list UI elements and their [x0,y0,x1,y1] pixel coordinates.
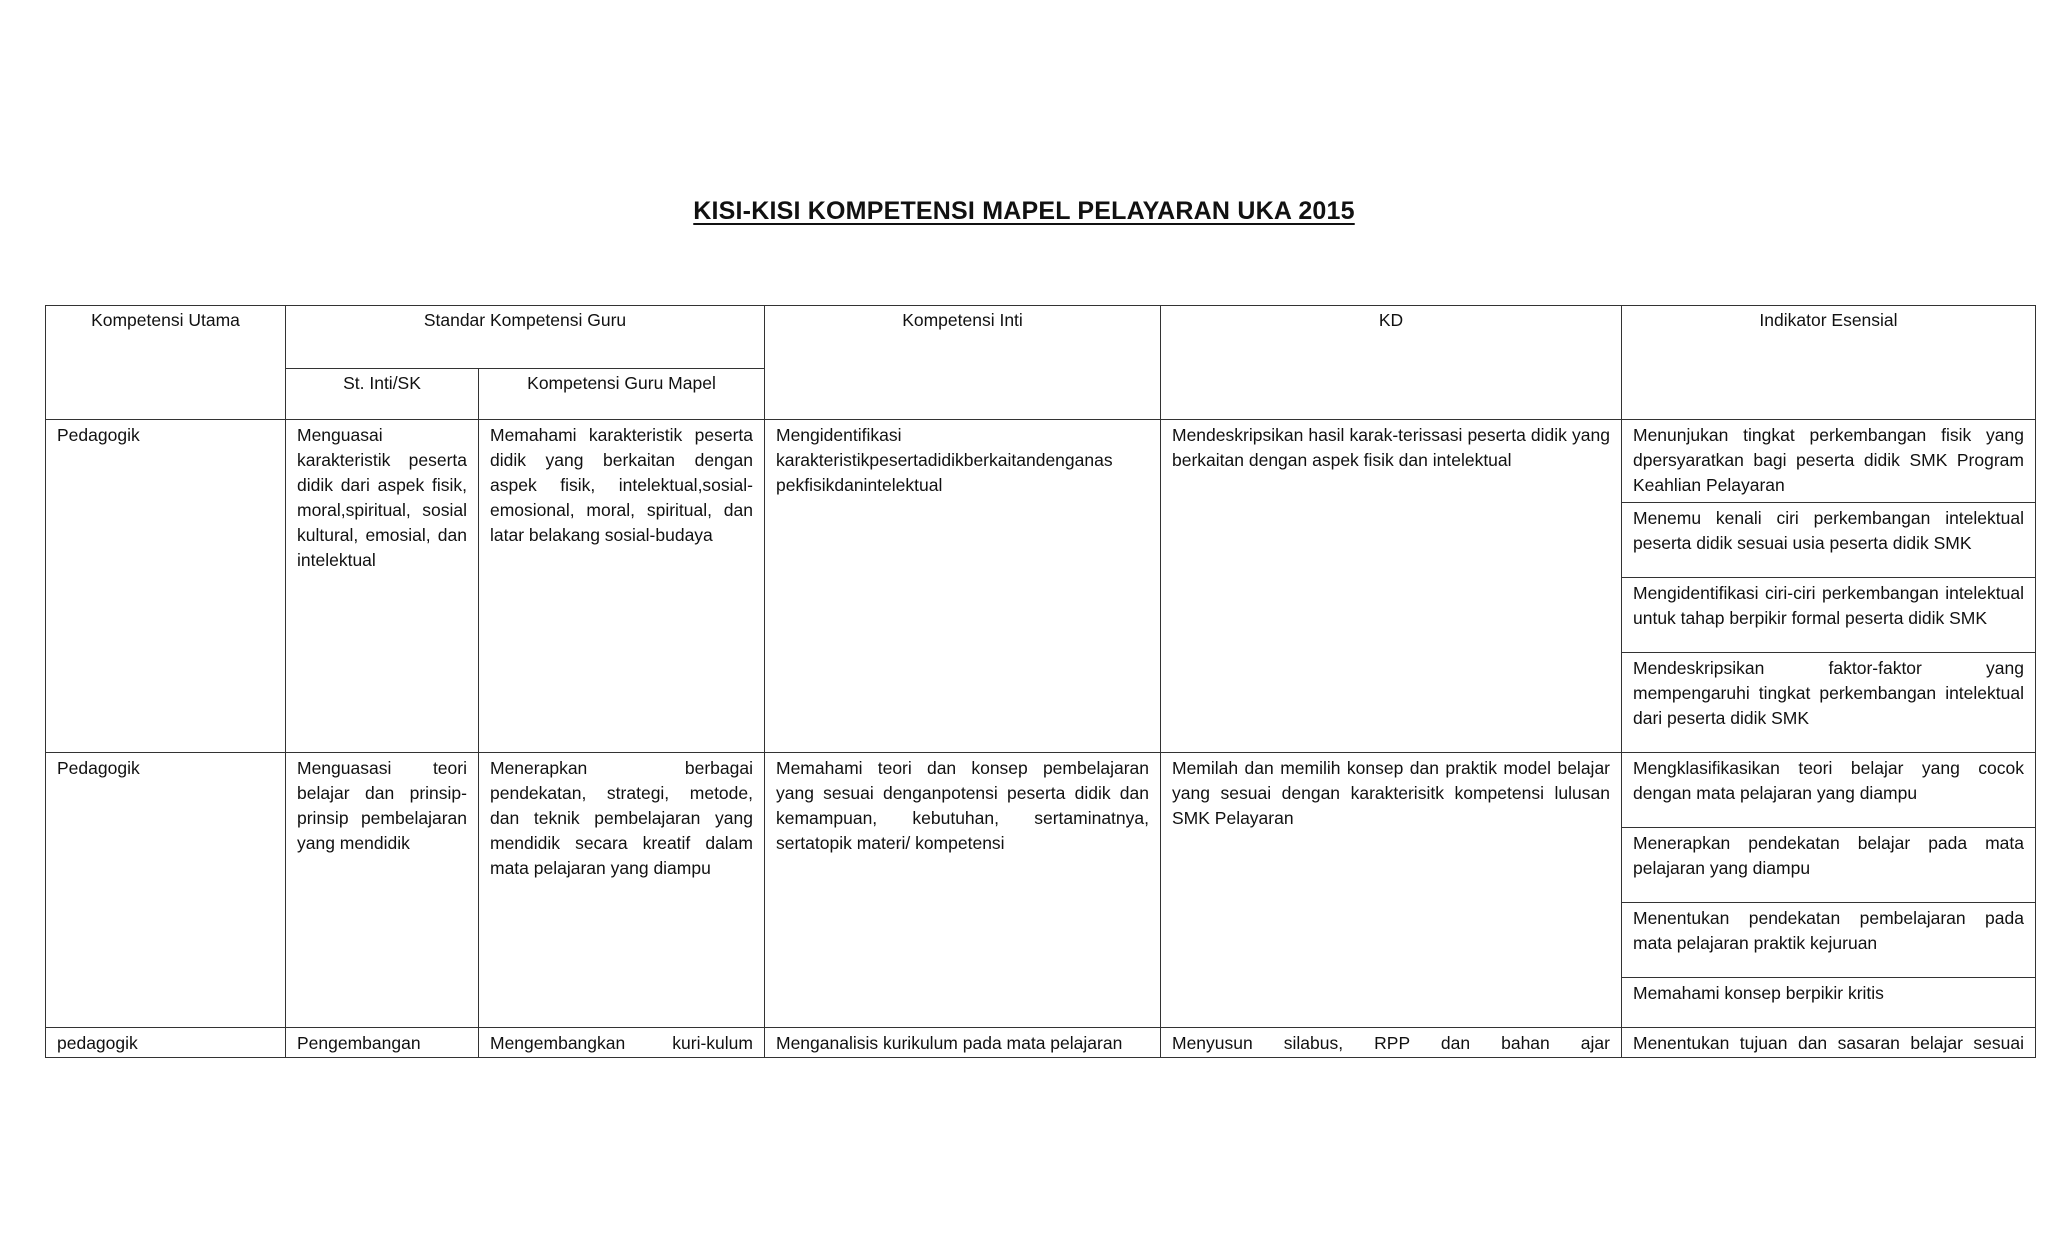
cell-kd: Memilah dan memilih konsep dan praktik model belajar yang sesuai dengan karakterisitk kompetensi lulusan SMK Pelayaran [1161,753,1622,1028]
cell-kompetensi-guru-mapel [479,1028,765,1058]
cell-st-inti-sk [286,1028,479,1058]
cell-indikator: Memahami konsep berpikir kritis [1622,978,2036,1028]
header-indikator-esensial: Indikator Esensial [1622,306,2036,420]
kisi-kisi-table [45,305,2036,1058]
cell-indikator: Menemu kenali ciri perkembangan intelektual peserta didik sesuai usia peserta didik SMK [1622,503,2036,578]
cell-kd [1161,1028,1622,1058]
cell-indikator: Mengklasifikasikan teori belajar yang cocok dengan mata pelajaran yang diampu [1622,753,2036,828]
header-kompetensi-guru-mapel: Kompetensi Guru Mapel [479,369,765,420]
cell-text: Mengembangkan kuri-kulum [490,1033,753,1053]
cell-text: pedagogik [57,1033,138,1053]
header-kompetensi-utama: Kompetensi Utama [46,306,286,420]
cell-text: Menentukan tujuan dan sasaran belajar sesuai [1633,1033,2024,1053]
cell-kompetensi-inti: Memahami teori dan konsep pembelajaran yang sesuai denganpotensi peserta didik dan kemampuan, kebutuhan, sertaminatnya, sertatopik materi/ kompetensi [765,753,1161,1028]
cell-text: Menganalisis kurikulum pada mata pelajaran [776,1033,1123,1053]
table-row [46,1028,2036,1058]
cell-indikator: Mengidentifikasi ciri-ciri perkembangan intelektual untuk tahap berpikir formal peserta didik SMK [1622,578,2036,653]
cell-kompetensi-utama: Pedagogik [46,753,286,1028]
table-row [46,420,2036,503]
cell-indikator: Menunjukan tingkat perkembangan fisik yang dpersyaratkan bagi peserta didik SMK Program Keahlian Pelayaran [1622,420,2036,503]
cell-text: Menyusun silabus, RPP dan bahan ajar [1172,1033,1610,1053]
cell-kd: Mendeskripsikan hasil karak-terissasi peserta didik yang berkaitan dengan aspek fisik dan intelektual [1161,420,1622,753]
header-standar-kompetensi-guru: Standar Kompetensi Guru [286,306,765,369]
cell-text: Pengembangan [297,1033,421,1053]
cell-indikator: Menerapkan pendekatan belajar pada mata pelajaran yang diampu [1622,828,2036,903]
cell-indikator: Menentukan pendekatan pembelajaran pada mata pelajaran praktik kejuruan [1622,903,2036,978]
cell-st-inti-sk: Menguasai karakteristik peserta didik dari aspek fisik, moral,spiritual, sosial kultural, emosial, dan intelektual [286,420,479,753]
document-title: KISI-KISI KOMPETENSI MAPEL PELAYARAN UKA 2015 [693,197,1355,225]
header-kd: KD [1161,306,1622,420]
cell-kompetensi-guru-mapel: Menerapkan berbagai pendekatan, strategi, metode, dan teknik pembelajaran yang mendidik secara kreatif dalam mata pelajaran yang diampu [479,753,765,1028]
header-kompetensi-inti: Kompetensi Inti [765,306,1161,420]
header-st-inti-sk: St. Inti/SK [286,369,479,420]
cell-st-inti-sk: Menguasasi teori belajar dan prinsip-prinsip pembelajaran yang mendidik [286,753,479,1028]
cell-indikator [1622,1028,2036,1058]
cell-indikator: Mendeskripsikan faktor-faktor yang mempengaruhi tingkat perkembangan intelektual dari peserta didik SMK [1622,653,2036,753]
cell-kompetensi-guru-mapel: Memahami karakteristik peserta didik yang berkaitan dengan aspek fisik, intelektual,sosial-emosional, moral, spiritual, dan latar belakang sosial-budaya [479,420,765,753]
cell-kompetensi-inti [765,1028,1161,1058]
cell-kompetensi-utama: Pedagogik [46,420,286,753]
table-row [46,753,2036,828]
cell-kompetensi-inti: Mengidentifikasi karakteristikpesertadidikberkaitandenganas pekfisikdanintelektual [765,420,1161,753]
cell-kompetensi-utama [46,1028,286,1058]
